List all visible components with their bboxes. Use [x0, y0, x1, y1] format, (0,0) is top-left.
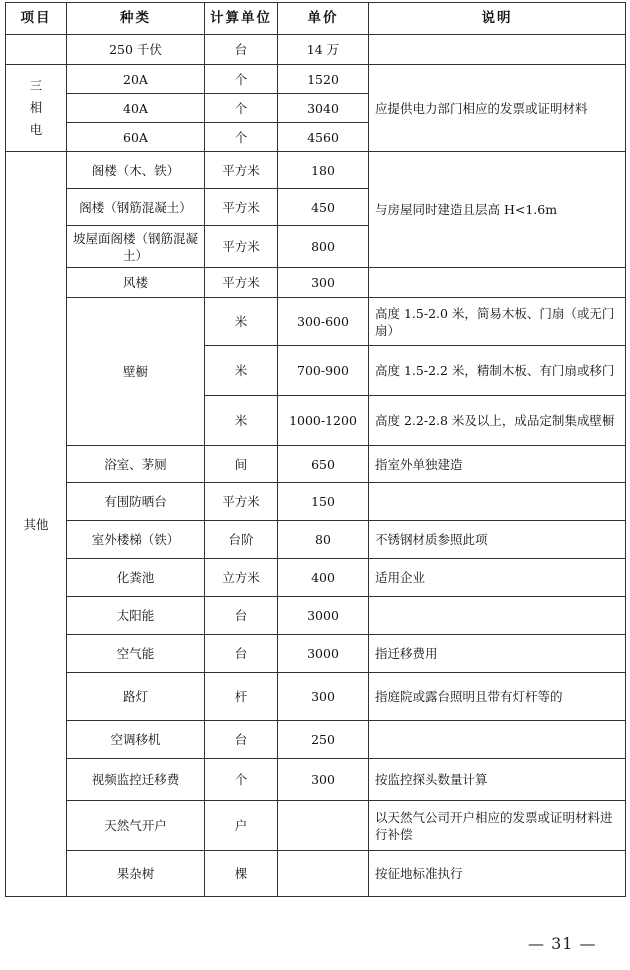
item-cell-other: 其他: [6, 152, 67, 897]
note-cell: [369, 268, 626, 298]
unit-cell: 台阶: [205, 521, 278, 559]
price-cell: 3040: [278, 94, 369, 123]
price-cell: 14 万: [278, 35, 369, 65]
unit-cell: 平方米: [205, 268, 278, 298]
item-cell: [6, 35, 67, 65]
category-cell: 空调移机: [67, 721, 205, 759]
compensation-table: [5, 2, 626, 897]
category-cell: 果杂树: [67, 851, 205, 897]
unit-cell: 台: [205, 721, 278, 759]
table-row: [6, 721, 626, 759]
header-note: 说明: [369, 3, 626, 35]
table-row: [6, 268, 626, 298]
price-cell: 3000: [278, 635, 369, 673]
table-row: [6, 635, 626, 673]
category-cell: 壁橱: [67, 298, 205, 446]
note-cell: 高度 1.5-2.0 米，简易木板、门扇（或无门扇）: [369, 298, 626, 346]
note-cell: 与房屋同时建造且层高 H<1.6m: [369, 152, 626, 268]
note-cell: 高度 2.2-2.8 米及以上，成品定制集成壁橱: [369, 396, 626, 446]
category-cell: 空气能: [67, 635, 205, 673]
category-cell: 20A: [67, 65, 205, 94]
table-row: [6, 35, 626, 65]
unit-cell: 米: [205, 298, 278, 346]
header-category: 种类: [67, 3, 205, 35]
unit-cell: 平方米: [205, 189, 278, 226]
note-cell: 以天然气公司开户相应的发票或证明材料进行补偿: [369, 801, 626, 851]
table-row: [6, 298, 626, 346]
note-cell: 指迁移费用: [369, 635, 626, 673]
table-row: [6, 483, 626, 521]
category-cell: 阁楼（钢筋混凝土）: [67, 189, 205, 226]
price-cell: 700-900: [278, 346, 369, 396]
unit-cell: 米: [205, 396, 278, 446]
price-cell: 300-600: [278, 298, 369, 346]
table-row: [6, 446, 626, 483]
note-cell: [369, 597, 626, 635]
note-cell: 指庭院或露台照明且带有灯杆等的: [369, 673, 626, 721]
table-row: [6, 152, 626, 189]
category-cell: 有围防晒台: [67, 483, 205, 521]
note-cell: 不锈钢材质参照此项: [369, 521, 626, 559]
note-cell: [369, 483, 626, 521]
price-cell: 180: [278, 152, 369, 189]
table-row: [6, 559, 626, 597]
note-cell: 按监控探头数量计算: [369, 759, 626, 801]
header-row: [6, 3, 626, 35]
price-cell: 3000: [278, 597, 369, 635]
category-cell: 室外楼梯（铁）: [67, 521, 205, 559]
price-cell: 250: [278, 721, 369, 759]
note-cell: 高度 1.5-2.2 米，精制木板、有门扇或移门: [369, 346, 626, 396]
table-row: [6, 851, 626, 897]
price-cell: 150: [278, 483, 369, 521]
note-cell: [369, 721, 626, 759]
unit-cell: 个: [205, 759, 278, 801]
unit-cell: 个: [205, 94, 278, 123]
category-cell: 60A: [67, 123, 205, 152]
category-cell: 风楼: [67, 268, 205, 298]
category-cell: 太阳能: [67, 597, 205, 635]
note-cell: 按征地标准执行: [369, 851, 626, 897]
price-cell: 800: [278, 226, 369, 268]
price-cell: 300: [278, 673, 369, 721]
price-cell: [278, 851, 369, 897]
price-cell: 1520: [278, 65, 369, 94]
header-unit: 计算单位: [205, 3, 278, 35]
category-cell: 视频监控迁移费: [67, 759, 205, 801]
page-number: — 31 —: [528, 934, 597, 953]
price-cell: 300: [278, 268, 369, 298]
header-item: 项目: [6, 3, 67, 35]
category-cell: 坡屋面阁楼（钢筋混凝土）: [67, 226, 205, 268]
unit-cell: 平方米: [205, 226, 278, 268]
table-row: [6, 673, 626, 721]
table-row: [6, 597, 626, 635]
category-cell: 阁楼（木、铁）: [67, 152, 205, 189]
category-cell: 路灯: [67, 673, 205, 721]
unit-cell: 台: [205, 635, 278, 673]
price-cell: 300: [278, 759, 369, 801]
unit-cell: 米: [205, 346, 278, 396]
price-cell: 650: [278, 446, 369, 483]
category-cell: 天然气开户: [67, 801, 205, 851]
note-cell: 应提供电力部门相应的发票或证明材料: [369, 65, 626, 152]
table-row: [6, 521, 626, 559]
category-cell: 化粪池: [67, 559, 205, 597]
unit-cell: 台: [205, 597, 278, 635]
price-cell: 450: [278, 189, 369, 226]
unit-cell: 个: [205, 123, 278, 152]
unit-cell: 杆: [205, 673, 278, 721]
unit-cell: 平方米: [205, 483, 278, 521]
unit-cell: 台: [205, 35, 278, 65]
unit-cell: 平方米: [205, 152, 278, 189]
note-cell: 适用企业: [369, 559, 626, 597]
price-cell: 4560: [278, 123, 369, 152]
category-cell: 250 千伏: [67, 35, 205, 65]
table-row: [6, 65, 626, 94]
unit-cell: 间: [205, 446, 278, 483]
price-cell: 400: [278, 559, 369, 597]
unit-cell: 户: [205, 801, 278, 851]
price-cell: 80: [278, 521, 369, 559]
header-price: 单价: [278, 3, 369, 35]
unit-cell: 立方米: [205, 559, 278, 597]
category-cell: 40A: [67, 94, 205, 123]
note-cell: 指室外单独建造: [369, 446, 626, 483]
item-cell-three-phase: 三 相 电: [6, 65, 67, 152]
table-row: [6, 759, 626, 801]
price-cell: [278, 801, 369, 851]
price-cell: 1000-1200: [278, 396, 369, 446]
note-cell: [369, 35, 626, 65]
category-cell: 浴室、茅厕: [67, 446, 205, 483]
table-row: [6, 801, 626, 851]
unit-cell: 个: [205, 65, 278, 94]
unit-cell: 棵: [205, 851, 278, 897]
